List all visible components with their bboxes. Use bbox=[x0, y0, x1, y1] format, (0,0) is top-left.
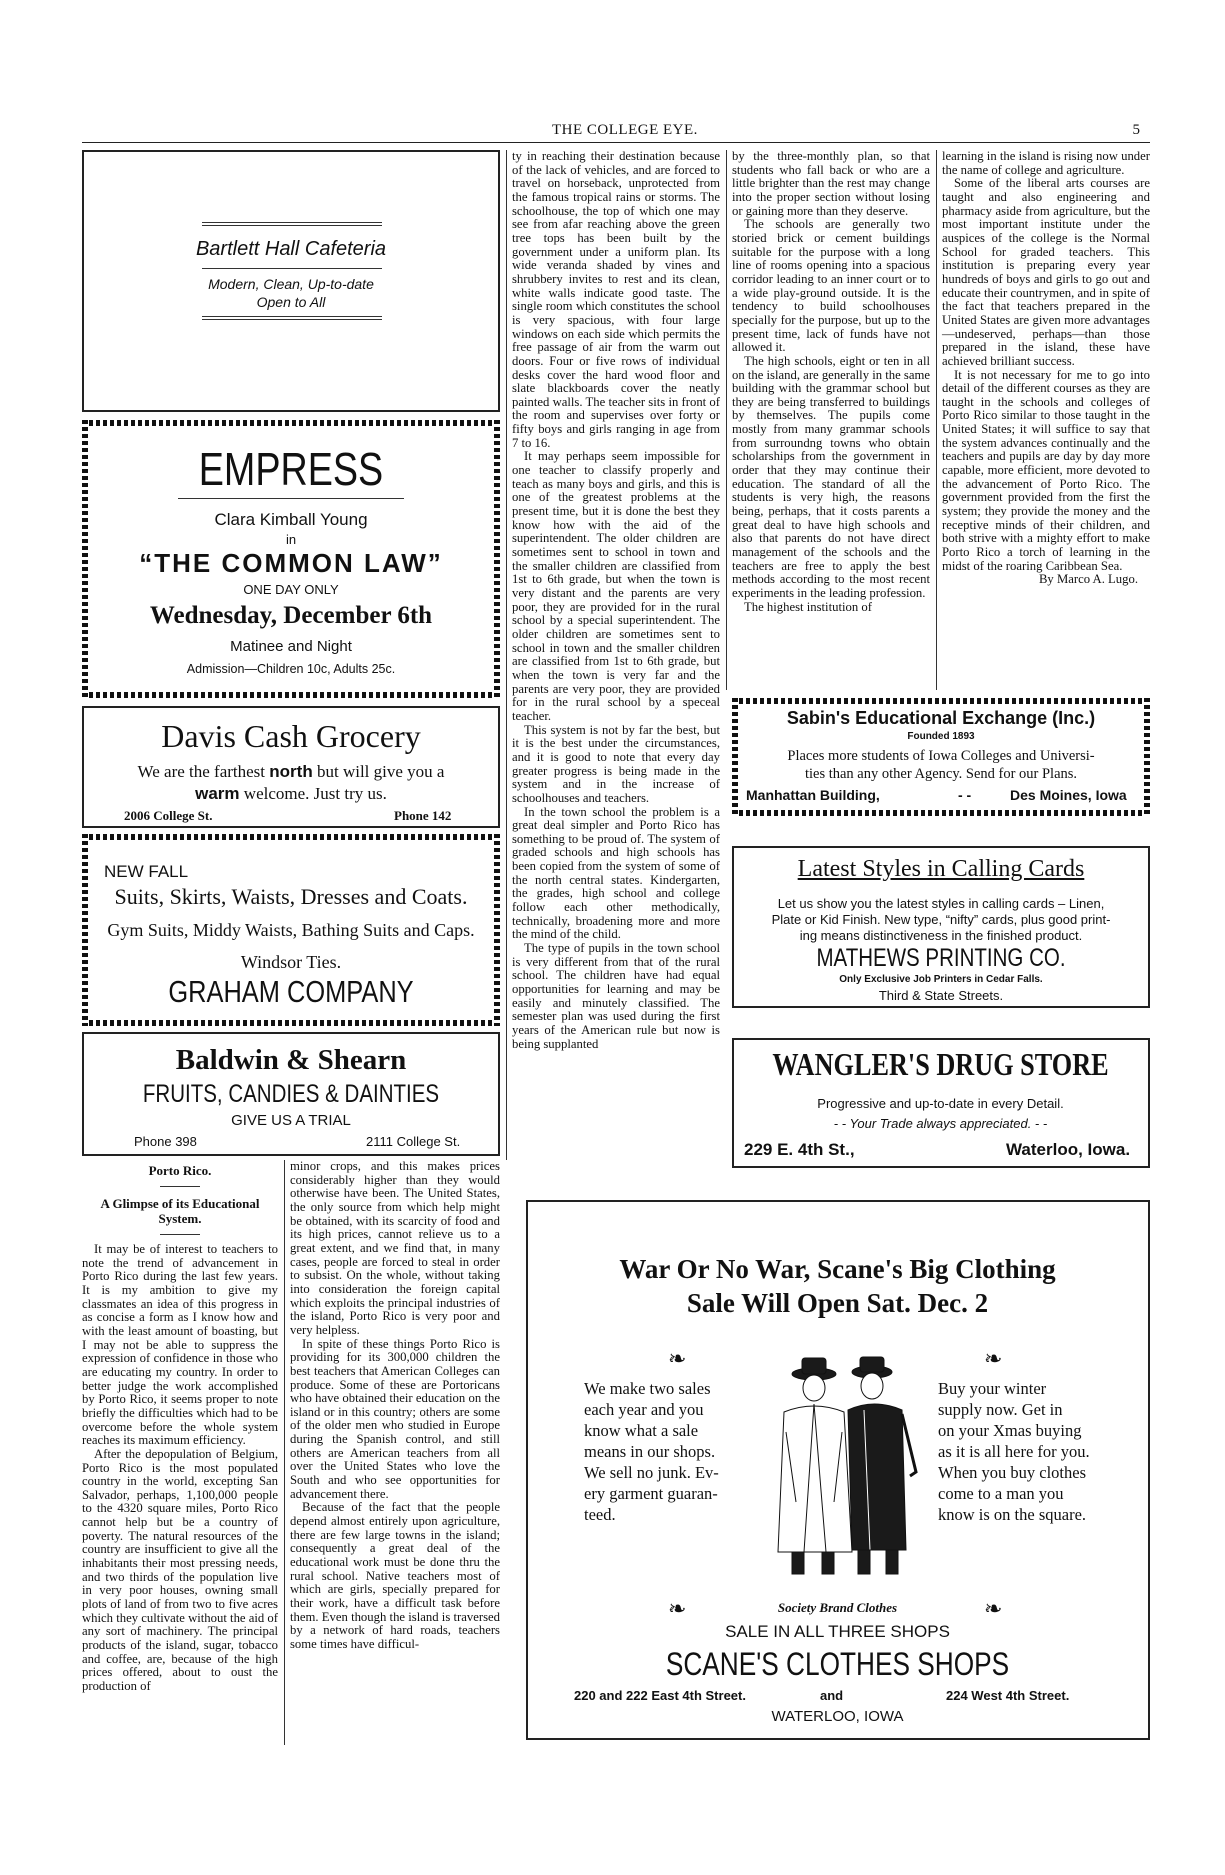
article-column-1 bbox=[82, 1243, 278, 1694]
empress-ad bbox=[82, 420, 500, 698]
copy-line: teed. bbox=[584, 1505, 616, 1524]
divider bbox=[202, 319, 382, 320]
scane-name: SCANE'S CLOTHES SHOPS bbox=[665, 1646, 1010, 1682]
wangler-name: WANGLER'S DRUG STORE bbox=[772, 1046, 1109, 1082]
brand-label: Society Brand Clothes bbox=[777, 1600, 898, 1615]
scane-headline-2: Sale Will Open Sat. Dec. 2 bbox=[686, 1288, 989, 1318]
mathews-address: Third & State Streets. bbox=[878, 988, 1004, 1003]
film-title: “THE COMMON LAW” bbox=[139, 548, 443, 578]
wangler-line-2: - - Your Trade always appreciated. - - bbox=[833, 1116, 1048, 1131]
mathews-name: MATHEWS PRINTING CO. bbox=[816, 944, 1066, 972]
baldwin-ad bbox=[82, 1032, 500, 1156]
scane-sale-line: SALE IN ALL THREE SHOPS bbox=[725, 1622, 950, 1641]
paragraph: In spite of these things Porto Rico is providing for its 300,000 children the best teachers that American Colleges can produce. Some of these are Portoricans who have obtained their education on the island or in this country; others are some of the older men who studied in Europe during the Spanish control, and still others are American teachers from all over the United States who love the South and who see opportunities for advancement there. bbox=[290, 1336, 500, 1501]
newspaper-title: THE COLLEGE EYE. bbox=[552, 122, 698, 138]
star-name: Clara Kimball Young bbox=[214, 510, 368, 529]
dot-border bbox=[82, 692, 500, 698]
copy-line: on your Xmas buying bbox=[938, 1421, 1082, 1440]
baldwin-slogan: GIVE US A TRIAL bbox=[231, 1112, 351, 1129]
run-length: ONE DAY ONLY bbox=[243, 582, 339, 597]
slogan-text: but will give you a bbox=[316, 762, 445, 781]
new-fall: NEW FALL bbox=[104, 862, 189, 881]
bartlett-ad bbox=[82, 150, 500, 412]
cafeteria-open: Open to All bbox=[256, 294, 326, 310]
in-word: in bbox=[285, 532, 297, 547]
scane-address-and: and bbox=[820, 1688, 844, 1703]
divider bbox=[202, 222, 382, 223]
copy-line: supply now. Get in bbox=[938, 1400, 1063, 1419]
slogan-warm: warm bbox=[195, 784, 240, 803]
paragraph: This system is not by far the best, but it is the best under the circumstances, and it is good to note that every day greater progress is being made in the system and in the increase of schoolhouses and teachers. bbox=[512, 722, 720, 805]
sabin-dashes: - - bbox=[958, 787, 972, 803]
article-byline: By Marco A. Lugo. bbox=[1038, 572, 1138, 587]
paragraph: Because of the fact that the people depend almost entirely upon agriculture, there are few large towns in the island; consequently a great deal of the educational work must be done thru the rural school. Native teachers most of which are girls, specially prepared for their work, have a difficult task before them. Even though the island is traversed by a network of hard roads, teachers some times have difficul- bbox=[290, 1500, 500, 1651]
dot-border bbox=[732, 698, 1150, 704]
theater-name: EMPRESS bbox=[198, 443, 384, 495]
divider bbox=[202, 225, 382, 226]
sabin-line-1: Places more students of Iowa Colleges and Universi- bbox=[787, 748, 1095, 764]
paragraph: The high schools, eight or ten in all on the island, are generally in the same building with the grammar school but they are being transferred to buildings by themselves. The pupils come mostly from many grammar schools from surroundng towns who obtain scholarships from the government in order that they may continue their education. The standard of all the students is very high, the reasons being, perhaps, that it costs parents a great deal to have high schools and also that parents do not have direct management of the schools and the teachers are free to apply the best methods according to the most recent experiments in the leading profession. bbox=[732, 353, 930, 600]
article-subhead: A Glimpse of its Educational System. bbox=[100, 1196, 260, 1226]
graham-line-3: Gym Suits, Middy Waists, Bathing Suits and Caps. bbox=[107, 920, 475, 940]
mathews-tag: Only Exclusive Job Printers in Cedar Falls. bbox=[839, 974, 1043, 985]
paragraph: The highest institution of bbox=[744, 599, 872, 614]
paragraph: It may perhaps seem impossible for one teacher to classify properly and teach as many boys and girls, and this is one of the greatest problems at the present time, but it is done the best they know how with the aid of the superintendent. The older children are sometimes sent to school in town and the smaller children are classified from 1st to 6th grade, but when the town is very distant and the parents are very poor, they are provided for in the rural school by a special superintendent. The older children are sometimes sent to school in town and the smaller children are classified from 1st to 6th grade, but when the town is very far and the parents are very poor, they are provided for in the rural school by a speceal teacher. bbox=[512, 449, 720, 723]
copy-line: know what a sale bbox=[584, 1421, 699, 1440]
grocery-name: Davis Cash Grocery bbox=[161, 718, 421, 754]
mathews-line-3: ing means distinctiveness in the finished product. bbox=[799, 928, 1083, 943]
article-column-3 bbox=[512, 150, 720, 1051]
grocery-slogan-1 bbox=[84, 762, 498, 782]
ornament-icon: ❧ bbox=[668, 1596, 687, 1621]
baldwin-address: 2111 College St. bbox=[366, 1134, 461, 1149]
ornament-icon: ❧ bbox=[668, 1346, 687, 1371]
mathews-line-1: Let us show you the latest styles in calling cards – Linen, bbox=[777, 896, 1105, 911]
dot-border bbox=[732, 810, 1150, 816]
dot-border bbox=[82, 834, 500, 840]
paragraph: ty in reaching their destination because of the lack of vehicles, and are forced to travel on horseback, unprotected from the famous tropical rains or storms. The schoolhouse, the top of which one may see from afar reaching above the green tree tops has been built by the government under a uniform plan. Its wide veranda shaded by vines and shrubbery invites to rest and its clean, white walls indicate good taste. The single room which constitutes the school is very spacious, with four large windows on each side which permits the free passage of air from the warm out doors. Four or five rows of individual desks cover the hard wood floor and slate blackboards cover the neatly painted walls. The teacher sits in front of the room and supervises over forty or fifty boys and girls ranging in age from 7 to 16. bbox=[512, 149, 720, 450]
copy-line: We sell no junk. Ev- bbox=[584, 1463, 719, 1482]
column-rule bbox=[284, 1160, 285, 1745]
paragraph: After the depopulation of Belgium, Porto Rico is the most populated country in the world, excepting San Salvador, perhaps, 1,100,000 people to the 4320 square miles, Porto Rico cannot help but be a country of poverty. The natural resources of the country are insufficient to give all the inhabitants their most pressing needs, and two thirds of the population live in very poor houses, owning small plots of land of from two to five acres which they cultivate without the aid of any sort of machinery. The principal products of the island, sugar, tobacco and coffee, are, because of the high prices offered, about to oust the production of bbox=[82, 1446, 278, 1693]
copy-line: ery garment guaran- bbox=[584, 1484, 718, 1503]
grocery-address: 2006 College St. bbox=[124, 808, 213, 823]
paragraph: It may be of interest to teachers to note the trend of advancement in Porto Rico during the last few years. It is my ambition to give my classmates an idea of this progress in as concise a form as I know how and with the least amount of boasting, but I may not be able to suppress the expression of confidence in those who are educating my country. In order to better judge the work accomplished by Porto Rico, it seems proper to note briefly the difficulties which had to be overcome before the whole system reaches its maximum efficiency. bbox=[82, 1242, 278, 1448]
paragraph: The type of pupils in the town school is very different from that of the rural school. The children have had equal opportunities for learning and may be easily and minutely classified. The semester plan was used during the first years of the American rule but now is being supplanted bbox=[512, 941, 720, 1051]
article-column-4 bbox=[732, 150, 930, 614]
divider bbox=[202, 316, 382, 317]
copy-line: Buy your winter bbox=[938, 1379, 1047, 1398]
slogan-text: welcome. Just try us. bbox=[243, 784, 387, 803]
paragraph: In the town school the problem is a great deal simpler and Porto Rico has something to be proud of. The system of graded schools and high schools has been copied from the system of some of the north central states. Kindergarten, the grades, high school and college follow each other methodically, technically, broadening more and more the mind of the child. bbox=[512, 804, 720, 942]
sabin-building: Manhattan Building, bbox=[746, 787, 880, 803]
two-men-illustration bbox=[756, 1352, 928, 1582]
scane-left-copy bbox=[584, 1378, 752, 1525]
slogan-text: We are the farthest bbox=[137, 762, 266, 781]
copy-line: know is on the square. bbox=[938, 1505, 1087, 1524]
copy-line: We make two sales bbox=[584, 1379, 711, 1398]
column-rule bbox=[726, 150, 727, 690]
divider bbox=[160, 1186, 200, 1187]
wangler-ad bbox=[732, 1038, 1150, 1168]
davis-grocery-ad bbox=[82, 706, 500, 828]
divider bbox=[160, 1234, 200, 1235]
scane-city: WATERLOO, IOWA bbox=[771, 1708, 904, 1725]
copy-line: as it is all here for you. bbox=[938, 1442, 1090, 1461]
ornament-icon: ❧ bbox=[984, 1346, 1003, 1371]
wangler-city: Waterloo, Iowa. bbox=[1006, 1140, 1131, 1159]
graham-ad bbox=[82, 834, 500, 1026]
grocery-phone: Phone 142 bbox=[394, 808, 452, 823]
show-date: Wednesday, December 6th bbox=[149, 602, 433, 629]
copy-line: When you buy clothes bbox=[938, 1463, 1087, 1482]
sabin-founded: Founded 1893 bbox=[907, 731, 975, 742]
cafeteria-slogan: Modern, Clean, Up-to-date bbox=[208, 276, 374, 292]
column-rule bbox=[506, 150, 507, 1160]
paragraph: minor crops, and this makes prices considerably higher than they would otherwise have been. The United States, the only source from which help might be obtained, with its scarcity of food and its high prices, cannot relieve us to a great extent, and we find that, in many cases, people are forced to steal in order to subsist. On the whole, without taking into consideration the foreign capital which exploits the principal industries of the island, Porto Rico is very poor and very helpless. bbox=[290, 1159, 500, 1337]
column-rule bbox=[936, 150, 937, 690]
grocery-slogan-2 bbox=[84, 784, 498, 804]
scane-headline-1: War Or No War, Scane's Big Clothing bbox=[619, 1254, 1056, 1284]
sabin-city: Des Moines, Iowa bbox=[1010, 787, 1127, 803]
baldwin-products: FRUITS, CANDIES & DAINTIES bbox=[142, 1080, 440, 1108]
baldwin-phone: Phone 398 bbox=[134, 1134, 197, 1149]
sabin-line-2: ties than any other Agency. Send for our Plans. bbox=[804, 766, 1078, 782]
mathews-line-2: Plate or Kid Finish. New type, “nifty” cards, plus good print- bbox=[771, 912, 1111, 927]
slogan-north: north bbox=[269, 762, 313, 781]
paragraph: by the three-monthly plan, so that students who fall back or who are a little brighter than the rest may change into the proper section without losing or gaining more than they deserve. bbox=[732, 149, 930, 218]
graham-line-2: Suits, Skirts, Waists, Dresses and Coats. bbox=[114, 884, 468, 909]
paragraph: Some of the liberal arts courses are taught and also engineering and pharmacy aside from agriculture, but the most important institute under the auspices of the college is the Normal School for graded teachers. This institution is preparing every year hundreds of boys and girls to go out and educate their countrymen, and in spite of the fact that teachers prepared in the United States are given more advantages—undeserved, perhaps—than those prepared in the island, these have achieved brilliant success. bbox=[942, 176, 1150, 368]
article-heading: Porto Rico. bbox=[148, 1163, 212, 1178]
page-header bbox=[82, 120, 1150, 143]
admission-prices: Admission—Children 10c, Adults 25c. bbox=[186, 662, 396, 676]
sabin-ad bbox=[732, 698, 1150, 816]
sabin-title: Sabin's Educational Exchange (Inc.) bbox=[786, 708, 1096, 728]
divider bbox=[202, 268, 382, 269]
cafeteria-name: Bartlett Hall Cafeteria bbox=[195, 238, 387, 260]
copy-line: come to a man you bbox=[938, 1484, 1064, 1503]
graham-line-4: Windsor Ties. bbox=[240, 952, 342, 972]
article-column-5 bbox=[942, 150, 1150, 587]
dot-border bbox=[82, 1020, 500, 1026]
paragraph: It is not necessary for me to go into detail of the different courses as they are taught in the schools and colleges of Porto Rico similar to those taught in the United States; it will suffice to say that the system advances continually and the teachers and pupils are day by day more capable, more efficient, more devoted to the advancement of Porto Rico. The government provided from the first the system; they provide the money and the receptive minds of their children, and both strive with a mighty effort to make Porto Rico a torch of learning in the midst of the roaring Caribbean Sea. bbox=[942, 367, 1150, 573]
scane-address-right: 224 West 4th Street. bbox=[946, 1688, 1070, 1703]
paragraph: learning in the island is rising now under the name of college and agriculture. bbox=[942, 149, 1150, 177]
show-times: Matinee and Night bbox=[230, 638, 352, 655]
copy-line: each year and you bbox=[584, 1400, 704, 1419]
mathews-ad bbox=[732, 846, 1150, 1008]
mathews-title: Latest Styles in Calling Cards bbox=[797, 856, 1085, 882]
article-column-2 bbox=[290, 1160, 500, 1652]
dot-border bbox=[82, 420, 500, 426]
wangler-line-1: Progressive and up-to-date in every Detail. bbox=[817, 1096, 1064, 1111]
graham-name: GRAHAM COMPANY bbox=[168, 974, 414, 1009]
paragraph: The schools are generally two storied brick or cement buildings suitable for the purpose with a long line of rooms opening into a spacious corridor leading to an inner court or to a wide play-ground outside. It is the tendency to build schoolhouses specially for the purpose, but up to the present time, lack of funds have not allowed it. bbox=[732, 217, 930, 355]
copy-line: means in our shops. bbox=[584, 1442, 716, 1461]
wangler-address: 229 E. 4th St., bbox=[744, 1140, 855, 1159]
divider bbox=[178, 498, 404, 499]
ornament-icon: ❧ bbox=[984, 1596, 1003, 1621]
scane-right-copy bbox=[938, 1378, 1104, 1525]
scane-ad bbox=[526, 1200, 1150, 1740]
scane-address-left: 220 and 222 East 4th Street. bbox=[574, 1688, 746, 1703]
page-number: 5 bbox=[1132, 122, 1140, 138]
baldwin-name: Baldwin & Shearn bbox=[175, 1044, 407, 1076]
